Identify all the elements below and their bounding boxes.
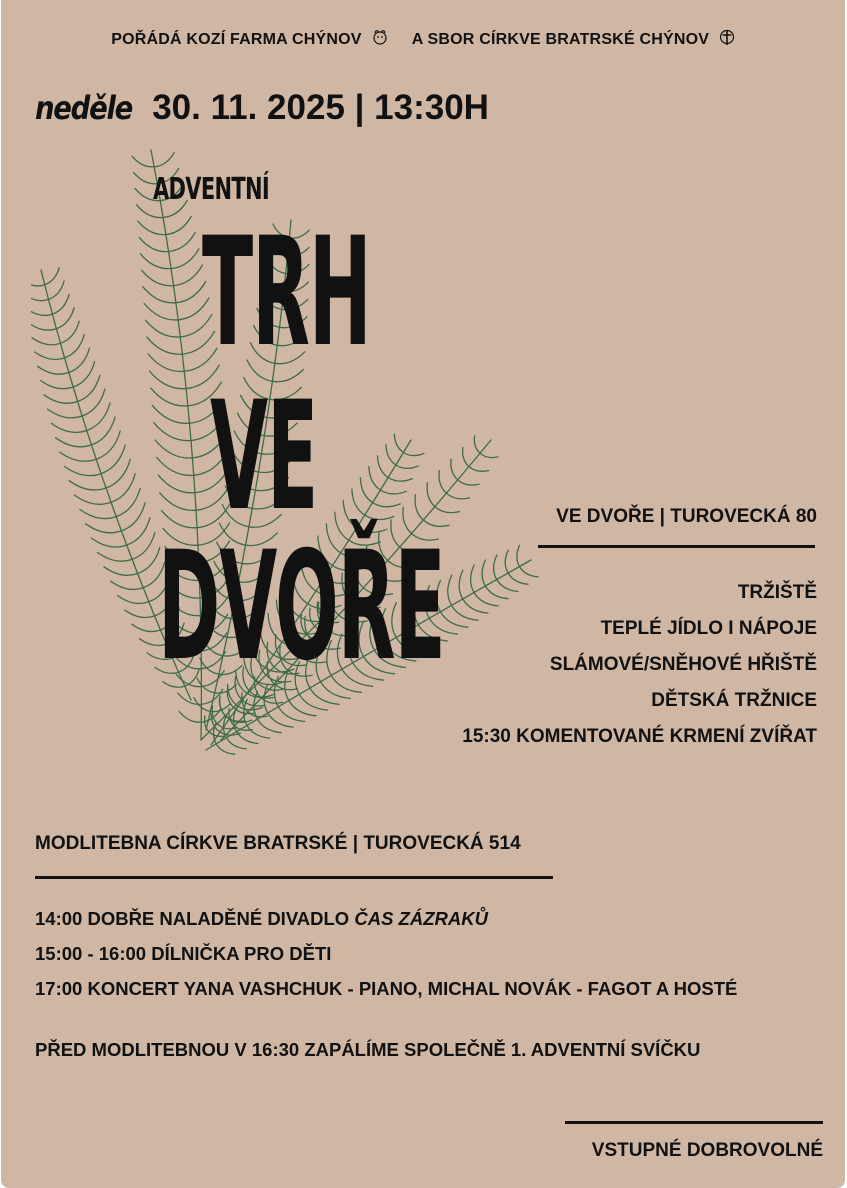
organizer-goat-farm: POŘÁDÁ KOZÍ FARMA CHÝNOV [111, 31, 362, 48]
list-item: 15:00 - 16:00 DÍLNIČKA PRO DĚTI [35, 943, 332, 964]
event-date: 30. 11. 2025 | 13:30H [152, 88, 489, 127]
title-line-dvore: DVOŘE [158, 520, 445, 694]
yard-section [437, 506, 817, 755]
list-item: SLÁMOVÉ/SNĚHOVÉ HŘIŠTĚ [549, 654, 817, 675]
list-item: 15:30 KOMENTOVANÉ KRMENÍ ZVÍŘAT [462, 726, 817, 747]
organizers-line [1, 28, 845, 49]
yard-program [437, 575, 817, 755]
cross-icon [719, 31, 735, 48]
title-line-ve: VE [210, 370, 318, 544]
divider [35, 876, 553, 879]
chapel-program [35, 901, 815, 1006]
list-item: TEPLÉ JÍDLO I NÁPOJE [600, 618, 817, 639]
divider [538, 545, 815, 548]
yard-location: VE DVOŘE | TUROVECKÁ 80 [556, 506, 817, 527]
admission-note: VSTUPNÉ DOBROVOLNÉ [591, 1140, 823, 1161]
event-day: neděle [35, 89, 132, 127]
chapel-section [35, 833, 815, 1061]
candle-note: PŘED MODLITEBNOU V 16:30 ZAPÁLÍME SPOLEČNĚ 1. ADVENTNÍ SVÍČKU [35, 1039, 701, 1060]
goat-icon [371, 31, 393, 48]
event-date-time [35, 88, 489, 128]
play-title: ČAS ZÁZRAKŮ [354, 908, 488, 929]
divider [565, 1121, 823, 1124]
chapel-location: MODLITEBNA CÍRKVE BRATRSKÉ | TUROVECKÁ 514 [35, 833, 521, 854]
list-item: 17:00 KONCERT YANA VASHCHUK - PIANO, MICHAL NOVÁK - FAGOT A HOSTÉ [35, 978, 738, 999]
list-item: TRŽIŠTĚ [737, 582, 817, 603]
poster [1, 0, 845, 1188]
list-item: 14:00 DOBŘE NALADĚNÉ DIVADLO ČAS ZÁZRAKŮ [35, 908, 488, 929]
title-adventni: ADVENTNÍ [153, 172, 269, 207]
title-line-trh: TRH [202, 206, 371, 380]
list-item: DĚTSKÁ TRŽNICE [651, 690, 817, 711]
organizer-church: A SBOR CÍRKVE BRATRSKÉ CHÝNOV [411, 31, 710, 48]
